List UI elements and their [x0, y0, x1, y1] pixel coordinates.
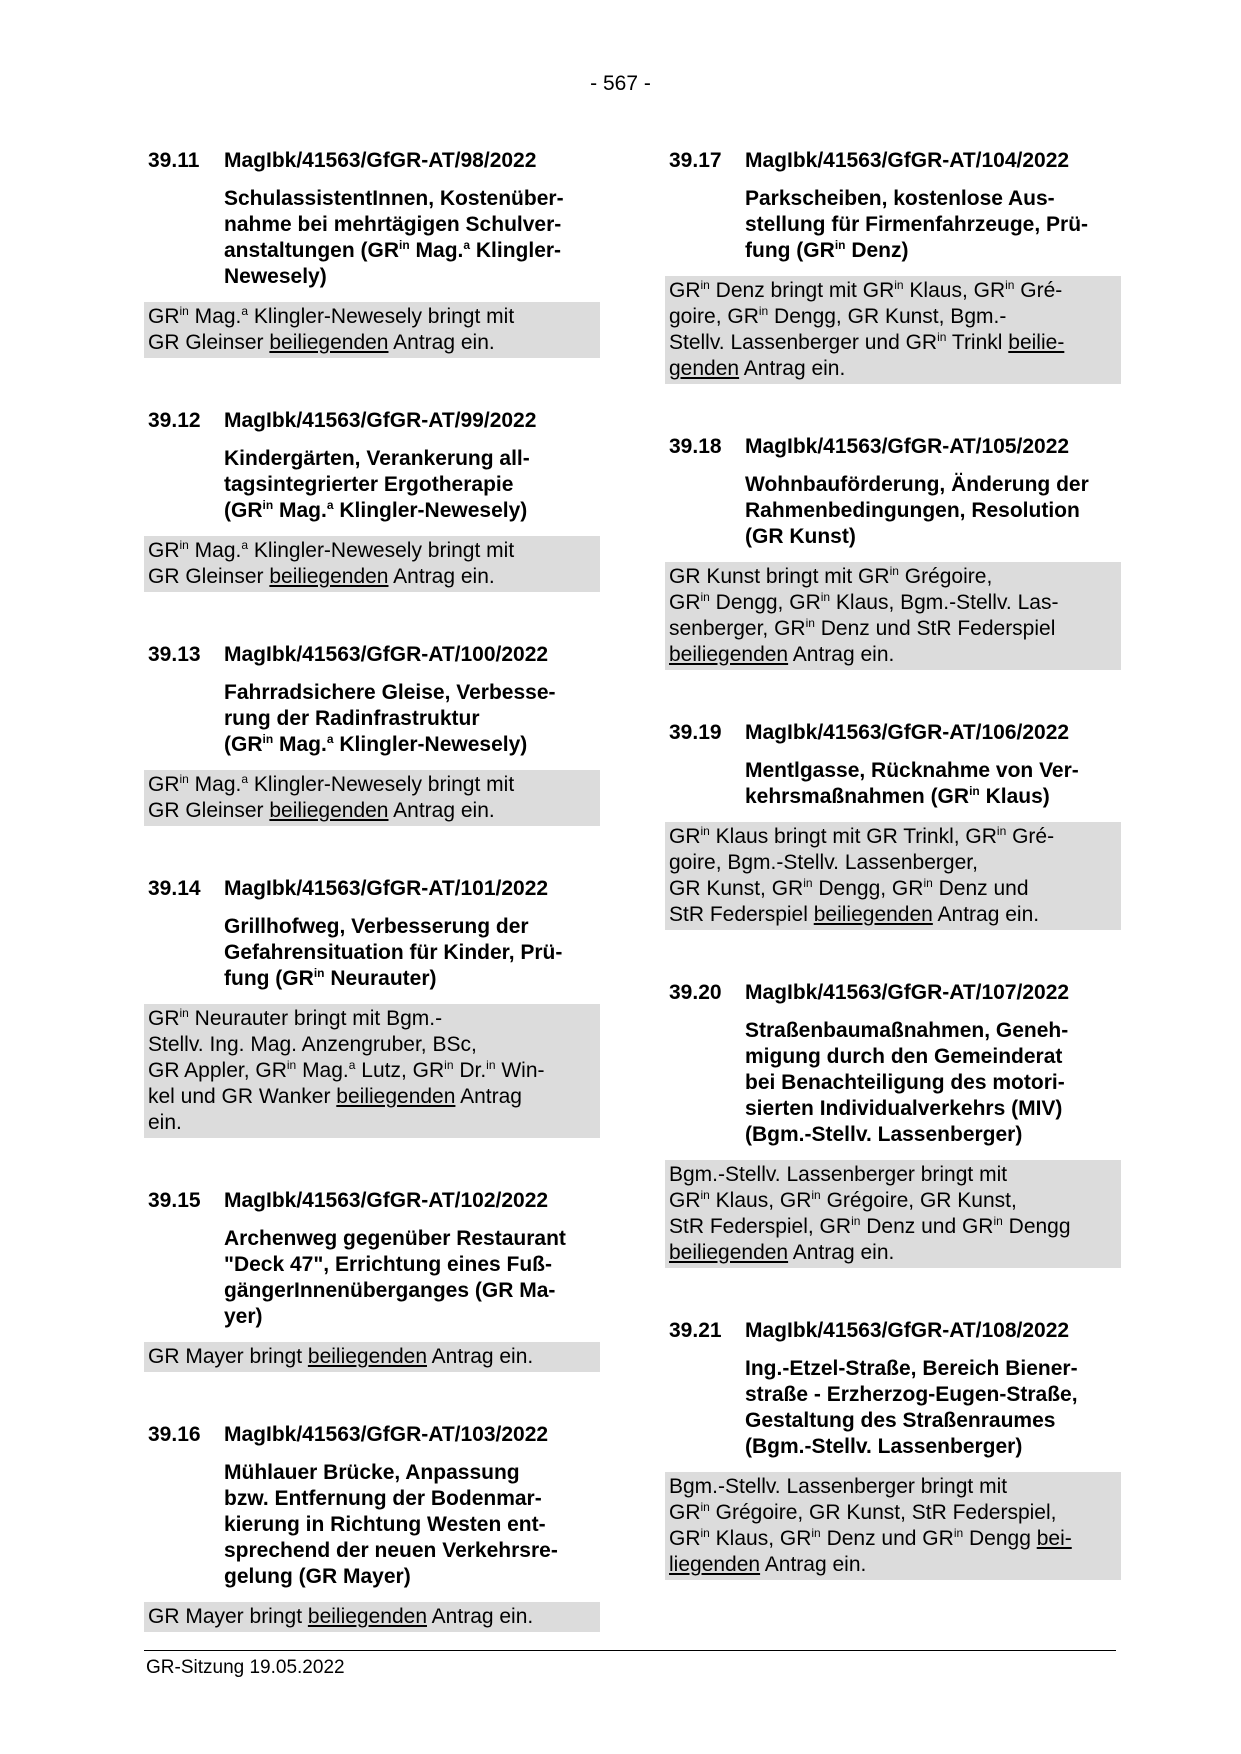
item-motion-line: $GR^{in}$ Klaus, $GR^{in}$ Denz und $GR^{in}$ Dengg bei- — [669, 1526, 1072, 1550]
item-number: 39.15 — [148, 1189, 201, 1212]
item-title-line: Mentlgasse, Rücknahme von Ver- — [745, 759, 1079, 782]
item-title — [224, 914, 600, 992]
item-motion-line: ein. — [148, 1111, 182, 1134]
item-title-line: straße - Erzherzog-Eugen-Straße, — [745, 1383, 1078, 1406]
item-reference: MagIbk/41563/GfGR-AT/101/2022 — [224, 877, 549, 900]
agenda-item — [144, 408, 600, 592]
item-number: 39.16 — [148, 1423, 201, 1446]
item-motion-line: GR Gleinser beiliegenden Antrag ein. — [148, 565, 495, 588]
item-title-line: rung der Radinfrastruktur — [224, 707, 480, 730]
agenda-item — [665, 720, 1121, 930]
item-title — [745, 186, 1121, 264]
item-title-line: ($GR^{in}$ Mag.$^a$ Klingler-Newesely) — [224, 498, 528, 522]
item-title-line: yer) — [224, 1305, 263, 1328]
item-motion-text — [665, 276, 1121, 384]
item-heading — [144, 642, 600, 668]
item-title-line: sprechend der neuen Verkehrsre- — [224, 1539, 558, 1562]
item-motion-line: $GR^{in}$ Mag.$^a$ Klingler-Newesely bringt mit — [148, 772, 515, 796]
item-heading — [144, 876, 600, 902]
item-number: 39.12 — [148, 409, 201, 432]
item-title-line: "Deck 47", Errichtung eines Fuß- — [224, 1253, 552, 1276]
item-number: 39.20 — [669, 981, 722, 1004]
item-title-line: kehrsmaßnahmen ($GR^{in}$ Klaus) — [745, 784, 1050, 808]
item-number: 39.11 — [148, 149, 200, 172]
item-number: 39.14 — [148, 877, 201, 900]
item-motion-text — [144, 770, 600, 826]
item-title-line: nahme bei mehrtägigen Schulver- — [224, 213, 562, 236]
item-title-line: gelung (GR Mayer) — [224, 1565, 411, 1588]
item-number: 39.17 — [669, 149, 722, 172]
item-title-line: stellung für Firmenfahrzeuge, Prü- — [745, 213, 1089, 236]
agenda-item — [665, 980, 1121, 1268]
item-motion-line: goire, $GR^{in}$ Dengg, GR Kunst, Bgm.- — [669, 304, 1007, 328]
item-title — [224, 446, 600, 524]
item-motion-line: StR Federspiel, $GR^{in}$ Denz und $GR^{in}$ Dengg — [669, 1214, 1071, 1238]
agenda-item — [665, 148, 1121, 384]
item-title-line: bei Benachteiligung des motori- — [745, 1071, 1065, 1094]
item-heading — [144, 148, 600, 174]
agenda-item — [665, 434, 1121, 670]
item-motion-line: liegenden Antrag ein. — [669, 1553, 867, 1576]
item-reference: MagIbk/41563/GfGR-AT/100/2022 — [224, 643, 549, 666]
item-title-line: tagsintegrierter Ergotherapie — [224, 473, 514, 496]
item-title — [224, 1460, 600, 1590]
item-title-line: fung ($GR^{in}$ Neurauter) — [224, 966, 437, 990]
agenda-item — [144, 876, 600, 1138]
agenda-item — [144, 642, 600, 826]
item-heading — [665, 148, 1121, 174]
item-title-line: kierung in Richtung Westen ent- — [224, 1513, 546, 1536]
item-motion-line: Bgm.-Stellv. Lassenberger bringt mit — [669, 1475, 1008, 1498]
item-motion-text — [144, 1602, 600, 1632]
item-title-line: Archenweg gegenüber Restaurant — [224, 1227, 566, 1250]
agenda-item — [144, 148, 600, 358]
item-motion-line: GR Mayer bringt beiliegenden Antrag ein. — [148, 1605, 534, 1628]
item-title-line: fung ($GR^{in}$ Denz) — [745, 238, 909, 262]
item-title — [745, 1018, 1121, 1148]
item-title-line: Parkscheiben, kostenlose Aus- — [745, 187, 1055, 210]
item-motion-line: $GR^{in}$ Dengg, $GR^{in}$ Klaus, Bgm.-Stellv. Las- — [669, 590, 1059, 614]
item-reference: MagIbk/41563/GfGR-AT/99/2022 — [224, 409, 537, 432]
item-motion-text — [665, 1160, 1121, 1268]
item-motion-line: $GR^{in}$ Denz bringt mit $GR^{in}$ Klaus, $GR^{in}$ Gré- — [669, 278, 1063, 302]
item-title — [224, 1226, 600, 1330]
item-motion-line: GR Mayer bringt beiliegenden Antrag ein. — [148, 1345, 534, 1368]
item-title — [745, 758, 1121, 810]
item-title-line: (GR Kunst) — [745, 525, 856, 548]
item-motion-text — [665, 562, 1121, 670]
item-motion-line: $GR^{in}$ Neurauter bringt mit Bgm.- — [148, 1006, 443, 1030]
item-motion-line: Stellv. Lassenberger und $GR^{in}$ Trinkl beilie- — [669, 330, 1065, 354]
footer-text: GR-Sitzung 19.05.2022 — [146, 1657, 345, 1678]
item-title-line: Wohnbauförderung, Änderung der — [745, 473, 1089, 496]
item-title-line: (Bgm.-Stellv. Lassenberger) — [745, 1123, 1023, 1146]
item-motion-line: GR Appler, $GR^{in}$ Mag.$^a$ Lutz, $GR^{in}$ Dr.$^{in}$ Win- — [148, 1058, 545, 1082]
item-number: 39.21 — [669, 1319, 722, 1342]
item-reference: MagIbk/41563/GfGR-AT/107/2022 — [745, 981, 1070, 1004]
item-heading — [665, 434, 1121, 460]
item-motion-text — [144, 302, 600, 358]
item-title-line: bzw. Entfernung der Bodenmar- — [224, 1487, 542, 1510]
item-title-line: Mühlauer Brücke, Anpassung — [224, 1461, 520, 1484]
item-title-line: ($GR^{in}$ Mag.$^a$ Klingler-Newesely) — [224, 732, 528, 756]
item-title-line: Ing.-Etzel-Straße, Bereich Biener- — [745, 1357, 1078, 1380]
item-motion-line: StR Federspiel beiliegenden Antrag ein. — [669, 903, 1040, 926]
item-title-line: Kindergärten, Verankerung all- — [224, 447, 530, 470]
item-motion-line: kel und GR Wanker beiliegenden Antrag — [148, 1085, 522, 1108]
item-motion-line: $GR^{in}$ Klaus bringt mit GR Trinkl, $GR^{in}$ Gré- — [669, 824, 1055, 848]
item-motion-line: GR Kunst bringt mit $GR^{in}$ Grégoire, — [669, 564, 993, 588]
item-number: 39.13 — [148, 643, 201, 666]
item-motion-text — [144, 1342, 600, 1372]
item-reference: MagIbk/41563/GfGR-AT/98/2022 — [224, 149, 537, 172]
item-reference: MagIbk/41563/GfGR-AT/103/2022 — [224, 1423, 549, 1446]
item-title-line: Grillhofweg, Verbesserung der — [224, 915, 529, 938]
item-reference: MagIbk/41563/GfGR-AT/102/2022 — [224, 1189, 549, 1212]
item-heading — [144, 1422, 600, 1448]
item-reference: MagIbk/41563/GfGR-AT/105/2022 — [745, 435, 1070, 458]
item-title-line: Rahmenbedingungen, Resolution — [745, 499, 1080, 522]
item-motion-line: beiliegenden Antrag ein. — [669, 1241, 895, 1264]
item-heading — [665, 720, 1121, 746]
item-motion-line: genden Antrag ein. — [669, 357, 846, 380]
item-title-line: Straßenbaumaßnahmen, Geneh- — [745, 1019, 1069, 1042]
item-motion-line: $GR^{in}$ Mag.$^a$ Klingler-Newesely bringt mit — [148, 538, 515, 562]
item-motion-text — [665, 822, 1121, 930]
item-reference: MagIbk/41563/GfGR-AT/104/2022 — [745, 149, 1070, 172]
agenda-item — [665, 1318, 1121, 1580]
item-title-line: Newesely) — [224, 265, 327, 288]
item-motion-line: GR Gleinser beiliegenden Antrag ein. — [148, 331, 495, 354]
item-motion-line: beiliegenden Antrag ein. — [669, 643, 895, 666]
footer-divider — [144, 1650, 1116, 1651]
agenda-item — [144, 1422, 600, 1632]
item-title-line: Gestaltung des Straßenraumes — [745, 1409, 1056, 1432]
item-title-line: (Bgm.-Stellv. Lassenberger) — [745, 1435, 1023, 1458]
item-motion-line: $GR^{in}$ Klaus, $GR^{in}$ Grégoire, GR Kunst, — [669, 1188, 1017, 1212]
item-reference: MagIbk/41563/GfGR-AT/106/2022 — [745, 721, 1070, 744]
item-motion-text — [144, 536, 600, 592]
item-motion-line: goire, Bgm.-Stellv. Lassenberger, — [669, 851, 978, 874]
item-number: 39.18 — [669, 435, 722, 458]
item-number: 39.19 — [669, 721, 722, 744]
item-heading — [144, 408, 600, 434]
item-reference: MagIbk/41563/GfGR-AT/108/2022 — [745, 1319, 1070, 1342]
agenda-item — [144, 1188, 600, 1372]
item-motion-line: GR Gleinser beiliegenden Antrag ein. — [148, 799, 495, 822]
item-title-line: Fahrradsichere Gleise, Verbesse- — [224, 681, 556, 704]
item-motion-line: senberger, $GR^{in}$ Denz und StR Federspiel — [669, 616, 1056, 640]
item-title — [224, 186, 600, 290]
right-column — [665, 148, 1121, 1630]
item-heading — [144, 1188, 600, 1214]
page-number: - 567 - — [590, 72, 651, 95]
item-title-line: sierten Individualverkehrs (MIV) — [745, 1097, 1063, 1120]
item-motion-text — [665, 1472, 1121, 1580]
item-motion-line: Bgm.-Stellv. Lassenberger bringt mit — [669, 1163, 1008, 1186]
item-title-line: migung durch den Gemeinderat — [745, 1045, 1063, 1068]
item-title-line: Gefahrensituation für Kinder, Prü- — [224, 941, 563, 964]
item-title-line: gängerInnenüberganges (GR Ma- — [224, 1279, 556, 1302]
item-motion-line: $GR^{in}$ Grégoire, GR Kunst, StR Federspiel, — [669, 1500, 1057, 1524]
item-motion-line: Stellv. Ing. Mag. Anzengruber, BSc, — [148, 1033, 477, 1056]
item-motion-line: $GR^{in}$ Mag.$^a$ Klingler-Newesely bringt mit — [148, 304, 515, 328]
item-title — [745, 1356, 1121, 1460]
item-motion-line: GR Kunst, $GR^{in}$ Dengg, $GR^{in}$ Denz und — [669, 876, 1029, 900]
item-title-line: SchulassistentInnen, Kostenüber- — [224, 187, 564, 210]
item-title — [745, 472, 1121, 550]
item-heading — [665, 1318, 1121, 1344]
item-title-line: anstaltungen ($GR^{in}$ Mag.$^a$ Klingler- — [224, 238, 562, 262]
item-title — [224, 680, 600, 758]
item-heading — [665, 980, 1121, 1006]
left-column — [144, 148, 600, 1682]
item-motion-text — [144, 1004, 600, 1138]
